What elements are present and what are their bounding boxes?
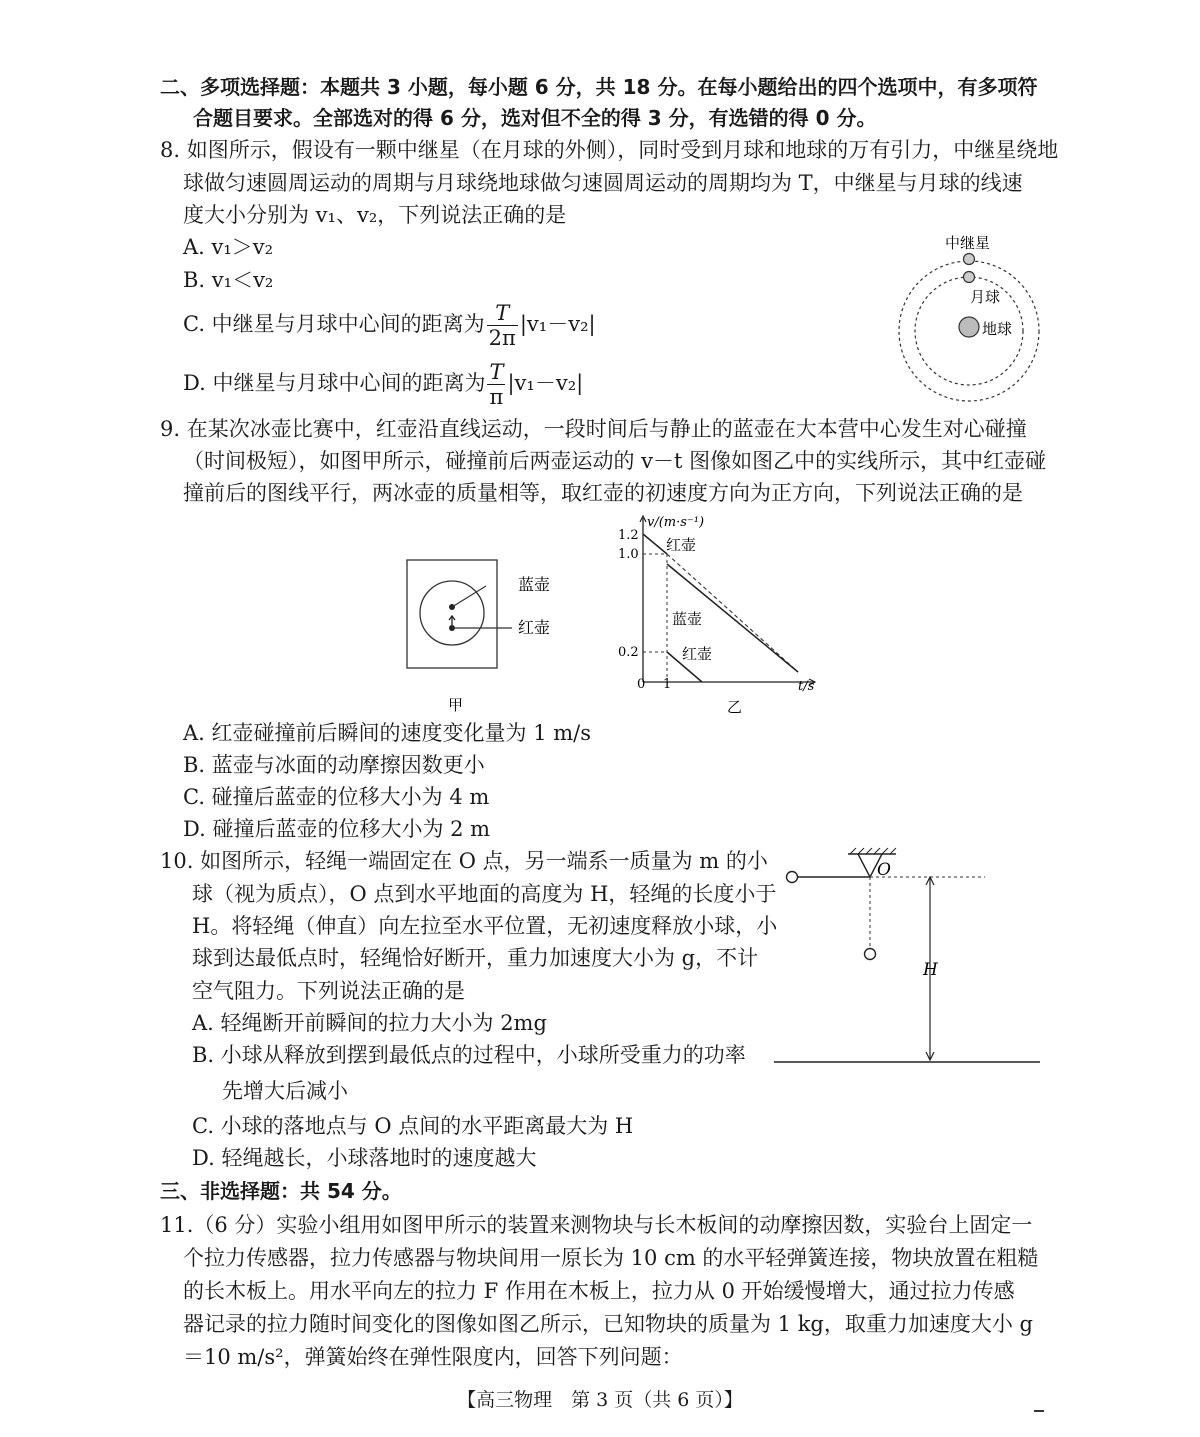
x-axis-label: t/s <box>798 679 815 694</box>
figure-b-caption: 乙 <box>727 698 743 716</box>
q9-line3: 撞前后的图线平行，两冰壶的质量相等，取红壶的初速度方向为正方向，下列说法正确的是 <box>183 481 1023 505</box>
red-top-label: 红壶 <box>666 536 697 554</box>
red-before-line <box>643 534 667 554</box>
ball-start <box>787 872 798 883</box>
q9-vt-graph <box>610 512 830 717</box>
q10-line5: 空气阻力。下列说法正确的是 <box>192 979 465 1003</box>
earth-body <box>959 317 979 337</box>
tick-0-2: 0.2 <box>618 645 639 660</box>
section2-line1: 二、多项选择题：本题共 3 小题，每小题 6 分，共 18 分。在每小题给出的四个选项中，有多项符 <box>160 75 1038 99</box>
arrow-icon <box>449 616 455 625</box>
q8-option-d-abs: |v₁－v₂| <box>507 371 584 395</box>
q8-option-c-numerator: T <box>487 301 518 326</box>
q8-option-d <box>183 357 583 409</box>
q10-option-c: C. 小球的落地点与 O 点间的水平距离最大为 H <box>192 1114 634 1138</box>
q10-line4: 球到达最低点时，轻绳恰好断开，重力加速度大小为 g，不计 <box>192 946 759 970</box>
page-footer: 【高三物理 第 3 页（共 6 页）】 <box>457 1389 743 1411</box>
tick-1-2: 1.2 <box>618 528 639 543</box>
q10-option-b1: B. 小球从释放到摆到最低点的过程中，小球所受重力的功率 <box>192 1043 746 1067</box>
q10-option-a: A. 轻绳断开前瞬间的拉力大小为 2mg <box>192 1011 547 1035</box>
ceiling-hatch <box>850 848 896 854</box>
q10-option-b2: 先增大后减小 <box>222 1079 348 1103</box>
blue-label: 蓝壶 <box>672 610 703 628</box>
moon-label: 月球 <box>970 288 1001 306</box>
tick-1-0: 1.0 <box>618 547 639 562</box>
corner-mark <box>1034 1410 1044 1412</box>
q8-option-c-text: C. 中继星与月球中心间的距离为 <box>183 312 485 336</box>
y-axis-label: v/(m·s⁻¹) <box>647 515 705 530</box>
q8-line3: 度大小分别为 v₁、v₂，下列说法正确的是 <box>183 203 567 227</box>
blue-leader <box>452 586 486 607</box>
q8-option-c-fraction <box>487 301 518 350</box>
moon-body <box>964 272 975 283</box>
q8-line1: 8. 如图所示，假设有一颗中继星（在月球的外侧），同时受到月球和地球的万有引力，中继星绕地 <box>160 138 1059 162</box>
q10-line3: H。将轻绳（伸直）向左拉至水平位置，无初速度释放小球，小 <box>192 914 778 938</box>
q8-option-d-text: D. 中继星与月球中心间的距离为 <box>183 371 486 395</box>
q10-option-d: D. 轻绳越长，小球落地时的速度越大 <box>192 1146 537 1170</box>
q11-line4: 器记录的拉力随时间变化的图像如图乙所示，已知物块的质量为 1 kg，取重力加速度大小 g <box>183 1312 1033 1336</box>
q8-option-d-numerator: T <box>489 360 504 384</box>
relay-star-label: 中继星 <box>945 234 991 252</box>
pivot-o-label: O <box>877 860 891 880</box>
red-stone-label: 红壶 <box>518 618 551 637</box>
relay-satellite <box>964 254 975 265</box>
q8-option-d-denominator: π <box>489 385 504 409</box>
blue-stone-label: 蓝壶 <box>518 575 551 594</box>
q8-option-c-abs: |v₁－v₂| <box>519 312 596 336</box>
red-bottom-label: 红壶 <box>682 645 713 663</box>
q10-line2: 球（视为质点），O 点到水平地面的高度为 H，轻绳的长度小于 <box>192 882 777 906</box>
tick-x-1: 1 <box>663 677 672 692</box>
q9-line2: （时间极短），如图甲所示，碰撞前后两壶运动的 v－t 图像如图乙中的实线所示，其中红壶碰 <box>183 449 1047 473</box>
section2-line2: 合题目要求。全部选对的得 6 分，选对但不全的得 3 分，有选错的得 0 分。 <box>193 106 877 130</box>
q10-pendulum-figure <box>770 842 1050 1072</box>
q10-line1: 10. 如图所示，轻绳一端固定在 O 点，另一端系一质量为 m 的小 <box>160 849 768 873</box>
house-circle <box>420 581 484 645</box>
q8-option-a: A. v₁＞v₂ <box>183 235 274 259</box>
height-h-label: H <box>923 960 938 980</box>
q8-option-c-denominator: 2π <box>488 326 516 350</box>
earth-label: 地球 <box>982 320 1013 338</box>
q8-line2: 球做匀速圆周运动的周期与月球绕地球做匀速圆周运动的周期均为 T，中继星与月球的线速 <box>183 171 1023 195</box>
q11-line5: ＝10 m/s²，弹簧始终在弹性限度内，回答下列问题： <box>183 1345 683 1369</box>
q8-option-b: B. v₁＜v₂ <box>183 268 274 292</box>
section3-line1: 三、非选择题：共 54 分。 <box>160 1179 402 1203</box>
q11-line1: 11.（6 分）实验小组用如图甲所示的装置来测物块与长木板间的动摩擦因数，实验台上固定一 <box>160 1213 1033 1237</box>
tick-x-0: 0 <box>637 677 646 692</box>
ball-lowest <box>865 949 876 960</box>
q11-line3: 的长木板上。用水平向左的拉力 F 作用在木板上，拉力从 0 开始缓慢增大，通过拉力传感 <box>183 1279 1015 1303</box>
q9-figure-house <box>400 555 570 715</box>
q9-option-d: D. 碰撞后蓝壶的位移大小为 2 m <box>183 817 491 841</box>
q8-option-d-fraction <box>487 360 505 409</box>
q9-option-c: C. 碰撞后蓝壶的位移大小为 4 m <box>183 785 490 809</box>
q9-option-a: A. 红壶碰撞前后瞬间的速度变化量为 1 m/s <box>183 721 591 745</box>
q8-orbit-figure <box>895 228 1050 408</box>
q9-line1: 9. 在某次冰壶比赛中，红壶沿直线运动，一段时间后与静止的蓝壶在大本营中心发生对心碰撞 <box>160 417 1027 441</box>
q8-option-c <box>183 298 596 350</box>
figure-a-caption: 甲 <box>448 696 464 714</box>
q11-line2: 个拉力传感器，拉力传感器与物块间用一原长为 10 cm 的水平轻弹簧连接，物块放置在粗糙 <box>183 1246 1039 1270</box>
q9-option-b: B. 蓝壶与冰面的动摩擦因数更小 <box>183 753 485 777</box>
